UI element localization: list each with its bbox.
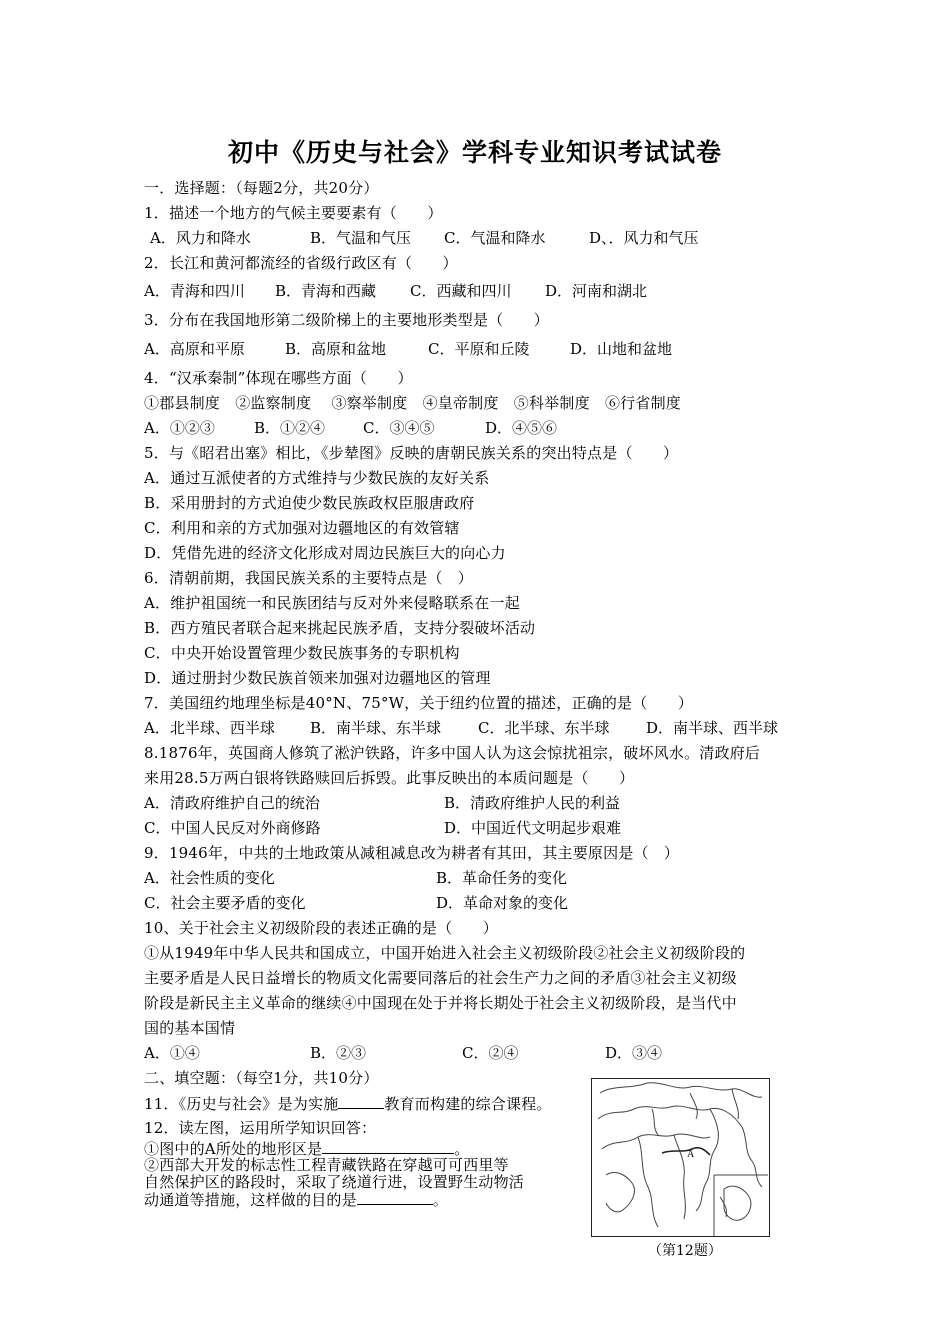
question-2-option-b: B．青海和西藏 (275, 282, 377, 300)
question-9-option-c: C．社会主要矛盾的变化 (144, 894, 306, 912)
question-12-part-1-text: ①图中的A所处的地形区是 (144, 1140, 323, 1158)
question-2-option-a: A．青海和四川 (144, 282, 245, 300)
question-8-option-c: C．中国人民反对外商修路 (144, 819, 321, 837)
question-3-option-c: C．平原和丘陵 (428, 340, 530, 358)
question-9-option-b: B．革命任务的变化 (436, 869, 568, 887)
question-3-stem: 3．分布在我国地形第二级阶梯上的主要地形类型是（ ） (144, 311, 549, 329)
question-11 (144, 1093, 552, 1114)
question-1-option-d: D、．风力和气压 (589, 229, 699, 247)
question-5-option-c: C．利用和亲的方式加强对边疆地区的有效管辖 (144, 519, 460, 537)
question-5-stem: 5．与《昭君出塞》相比，《步辇图》反映的唐朝民族关系的突出特点是（ ） (144, 444, 679, 462)
question-2-option-c: C．西藏和四川 (410, 282, 512, 300)
question-7-option-b: B．南半球、东半球 (310, 719, 442, 737)
question-4-stem: 4．“汉承秦制”体现在哪些方面（ ） (144, 369, 413, 387)
map-label-a: A (687, 1149, 695, 1160)
question-4-option-b: B．①②④ (254, 419, 326, 437)
question-3-option-a: A．高原和平原 (144, 340, 245, 358)
question-5-option-d: D．凭借先进的经济文化形成对周边民族巨大的向心力 (144, 544, 506, 562)
question-2-option-d: D．河南和湖北 (545, 282, 648, 300)
question-12-part-1-blank[interactable] (322, 1138, 454, 1154)
question-10-option-b: B．②③ (310, 1044, 367, 1062)
question-11-suffix: 教育而构建的综合课程。 (384, 1095, 552, 1113)
question-7-option-d: D．南半球、西半球 (646, 719, 779, 737)
section-heading-fill-in: 二、填空题：（每空1分，共10分） (144, 1069, 379, 1087)
question-10-body-line-2: 主要矛盾是人民日益增长的物质文化需要同落后的社会生产力之间的矛盾③社会主义初级 (144, 969, 737, 987)
question-6-option-d: D．通过册封少数民族首领来加强对边疆地区的管理 (144, 669, 491, 687)
question-6-option-a: A．维护祖国统一和民族团结与反对外来侵略联系在一起 (144, 594, 520, 612)
question-11-blank[interactable] (338, 1093, 384, 1109)
question-10-body-line-3: 阶段是新民主主义革命的继续④中国现在处于并将长期处于社会主义初级阶段，是当代中 (144, 994, 737, 1012)
question-4-items: ①郡县制度 ②监察制度 ③察举制度 ④皇帝制度 ⑤科举制度 ⑥行省制度 (144, 394, 681, 412)
question-12-part-2-line-3 (144, 1189, 448, 1210)
question-12-map (591, 1078, 770, 1237)
question-12-part-1-end: 。 (454, 1140, 470, 1158)
question-10-body-line-4: 国的基本国情 (144, 1019, 236, 1037)
question-4-option-a: A．①②③ (144, 419, 215, 437)
question-5-option-a: A．通过互派使者的方式维持与少数民族的友好关系 (144, 469, 490, 487)
question-10-body-line-1: ①从1949年中华人民共和国成立，中国开始进入社会主义初级阶段②社会主义初级阶段的 (144, 944, 746, 962)
question-12-part-2-line-2: 自然保护区的路段时，采取了绕道行进，设置野生动物活 (144, 1173, 525, 1191)
question-7-option-a: A．北半球、西半球 (144, 719, 275, 737)
question-3-option-b: B．高原和盆地 (285, 340, 387, 358)
page-title: 初中《历史与社会》学科专业知识考试试卷 (227, 138, 722, 167)
question-7-option-c: C．北半球、东半球 (478, 719, 610, 737)
question-6-stem: 6．清朝前期，我国民族关系的主要特点是（ ） (144, 569, 473, 587)
question-8-option-d: D．中国近代文明起步艰难 (444, 819, 622, 837)
question-12-part-2-blank[interactable] (357, 1189, 433, 1205)
question-1-option-c: C．气温和降水 (444, 229, 546, 247)
question-12-part-2-end: 。 (432, 1191, 449, 1209)
question-2-stem: 2．长江和黄河都流经的省级行政区有（ ） (144, 254, 458, 272)
question-12-part-2-text: 动通道等措施，这样做的目的是 (144, 1191, 357, 1209)
question-7-stem: 7．美国纽约地理坐标是40°N、75°W，关于纽约位置的描述，正确的是（ ） (144, 694, 694, 712)
question-6-option-b: B．西方殖民者联合起来挑起民族矛盾，支持分裂破坏活动 (144, 619, 536, 637)
question-10-option-a: A．①④ (144, 1044, 200, 1062)
question-4-option-c: C．③④⑤ (363, 419, 435, 437)
question-8-stem-line-1: 8.1876年，英国商人修筑了淞沪铁路，许多中国人认为这会惊扰祖宗，破坏风水。清政府后 (144, 744, 761, 762)
question-10-option-d: D．③④ (605, 1044, 663, 1062)
question-8-stem-line-2: 来用28.5万两白银将铁路赎回后拆毁。此事反映出的本质问题是（ ） (144, 769, 635, 787)
question-10-option-c: C．②④ (462, 1044, 519, 1062)
map-outline-drawing (592, 1079, 769, 1236)
question-11-prefix: 11．《历史与社会》是为实施 (144, 1095, 339, 1113)
question-1-option-a: A．风力和降水 (150, 229, 251, 247)
question-4-option-d: D．④⑤⑥ (485, 419, 558, 437)
question-3-option-d: D．山地和盆地 (570, 340, 673, 358)
question-12-stem: 12．读左图，运用所学知识回答： (144, 1119, 377, 1137)
question-9-option-d: D．革命对象的变化 (436, 894, 569, 912)
map-caption: （第12题） (648, 1243, 722, 1259)
section-heading-choice: 一．选择题：（每题2分，共20分） (144, 179, 379, 197)
question-9-stem: 9．1946年，中共的土地政策从减租减息改为耕者有其田，其主要原因是（ ） (144, 844, 680, 862)
question-5-option-b: B．采用册封的方式迫使少数民族政权臣服唐政府 (144, 494, 475, 512)
question-12-part-2-line-1: ②西部大开发的标志性工程青藏铁路在穿越可可西里等 (144, 1156, 509, 1174)
question-1-option-b: B．气温和气压 (310, 229, 412, 247)
question-10-stem: 10、关于社会主义初级阶段的表述正确的是（ ） (144, 919, 498, 937)
question-6-option-c: C．中央开始设置管理少数民族事务的专职机构 (144, 644, 460, 662)
question-9-option-a: A．社会性质的变化 (144, 869, 275, 887)
question-8-option-b: B．清政府维护人民的利益 (444, 794, 621, 812)
question-1-stem: 1．描述一个地方的气候主要要素有（ ） (144, 204, 443, 222)
question-8-option-a: A．清政府维护自己的统治 (144, 794, 320, 812)
